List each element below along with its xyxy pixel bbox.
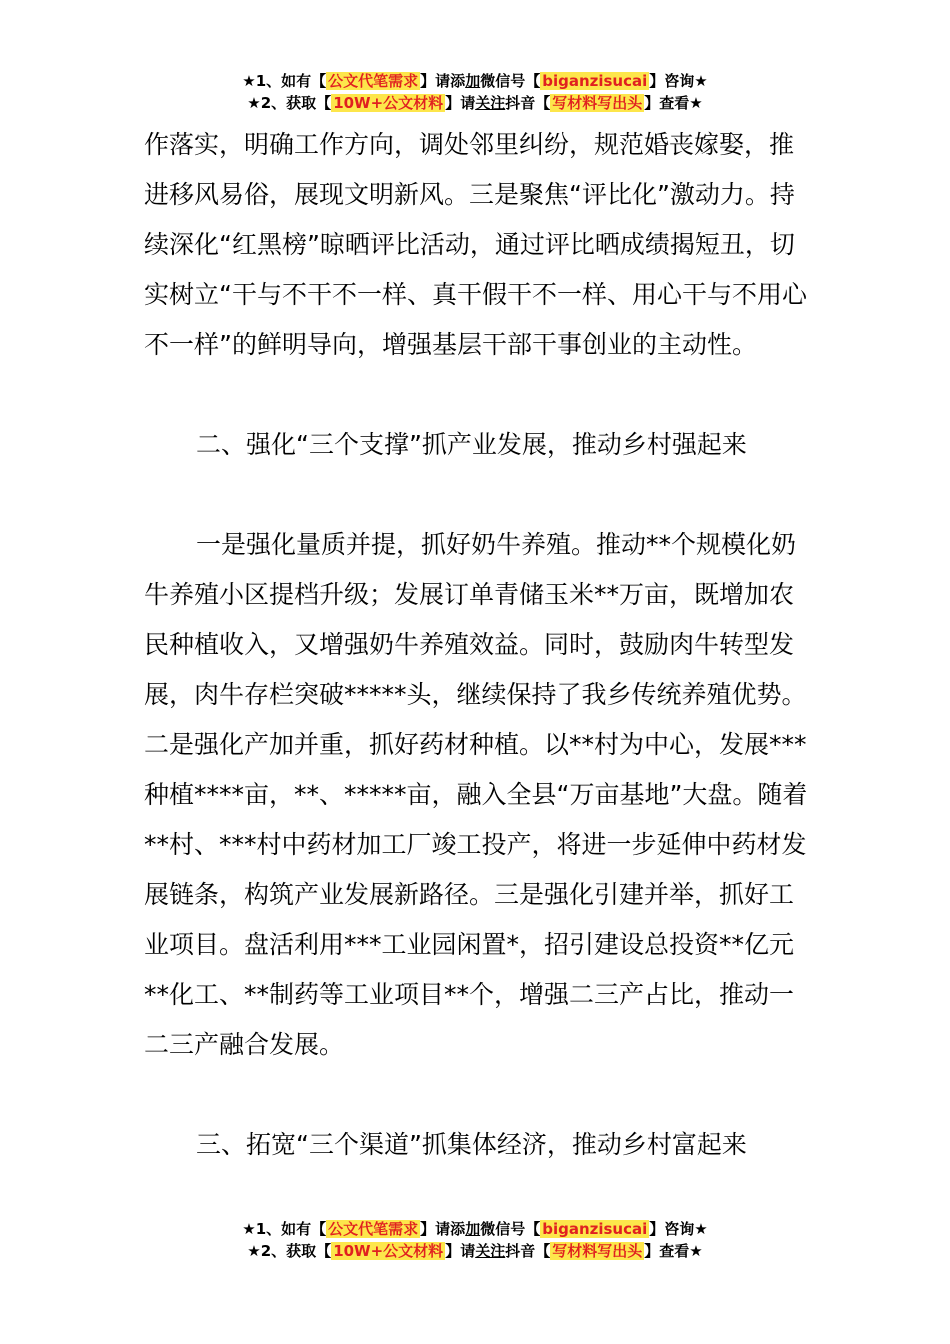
highlight-wechat-id: biganzisucai	[542, 72, 648, 90]
footer-line-1: ★1、如有【 公文代笔需求 】请添加微信号【 biganzisucai 】咨询★	[242, 1220, 708, 1238]
paragraph-1: 作落实，明确工作方向，调处邻里纠纷，规范婚丧嫁娶，推进移风易俗，展现文明新风。三是聚焦“评比化”激动力。持续深化“红黑榜”晾晒评比活动，通过评比晒成绩揭短丑，切实树立“干与不干不一样、真干假干不一样、用心干与不用心不一样”的鲜明导向，增强基层干部干事创业的主动性。	[144, 130, 807, 359]
highlight-materials: 10W+公文材料	[333, 94, 444, 112]
section-heading-3: 三、拓宽“三个渠道”抓集体经济，推动乡村富起来	[196, 1130, 747, 1159]
header-banner	[0, 70, 950, 114]
banner-line-2: ★2、获取【 10W+公文材料 】请关注抖音【 写材料写出头 】查看★	[247, 94, 703, 112]
paragraph-2: 一是强化量质并提，抓好奶牛养殖。推动**个规模化奶牛养殖小区提档升级；发展订单青储玉米**万亩，既增加农民种植收入，又增强奶牛养殖效益。同时，鼓励肉牛转型发展，肉牛存栏突破*****头，继续保持了我乡传统养殖优势。二是强化产加并重，抓好药材种植。以**村为中心，发展***种植****亩，**、*****亩，融入全县“万亩基地”大盘。随着**村、***村中药材加工厂竣工投产，将进一步延伸中药材发展链条，构筑产业发展新路径。三是强化引建并举，抓好工业项目。盘活利用***工业园闲置*，招引建设总投资**亿元**化工、**制药等工业项目**个，增强二三产占比，推动一二三产融合发展。	[144, 530, 808, 1059]
highlight-service: 公文代笔需求	[328, 72, 419, 90]
document-body	[144, 120, 814, 1170]
section-heading-2: 二、强化“三个支撑”抓产业发展，推动乡村强起来	[196, 430, 747, 459]
banner-line-1: ★1、如有【 公文代笔需求 】请添加微信号【 biganzisucai 】咨询★	[242, 72, 708, 90]
highlight-douyin: 写材料写出头	[552, 94, 643, 112]
footer-banner	[0, 1218, 950, 1262]
footer-line-2: ★2、获取【 10W+公文材料 】请关注抖音【 写材料写出头 】查看★	[247, 1242, 703, 1260]
